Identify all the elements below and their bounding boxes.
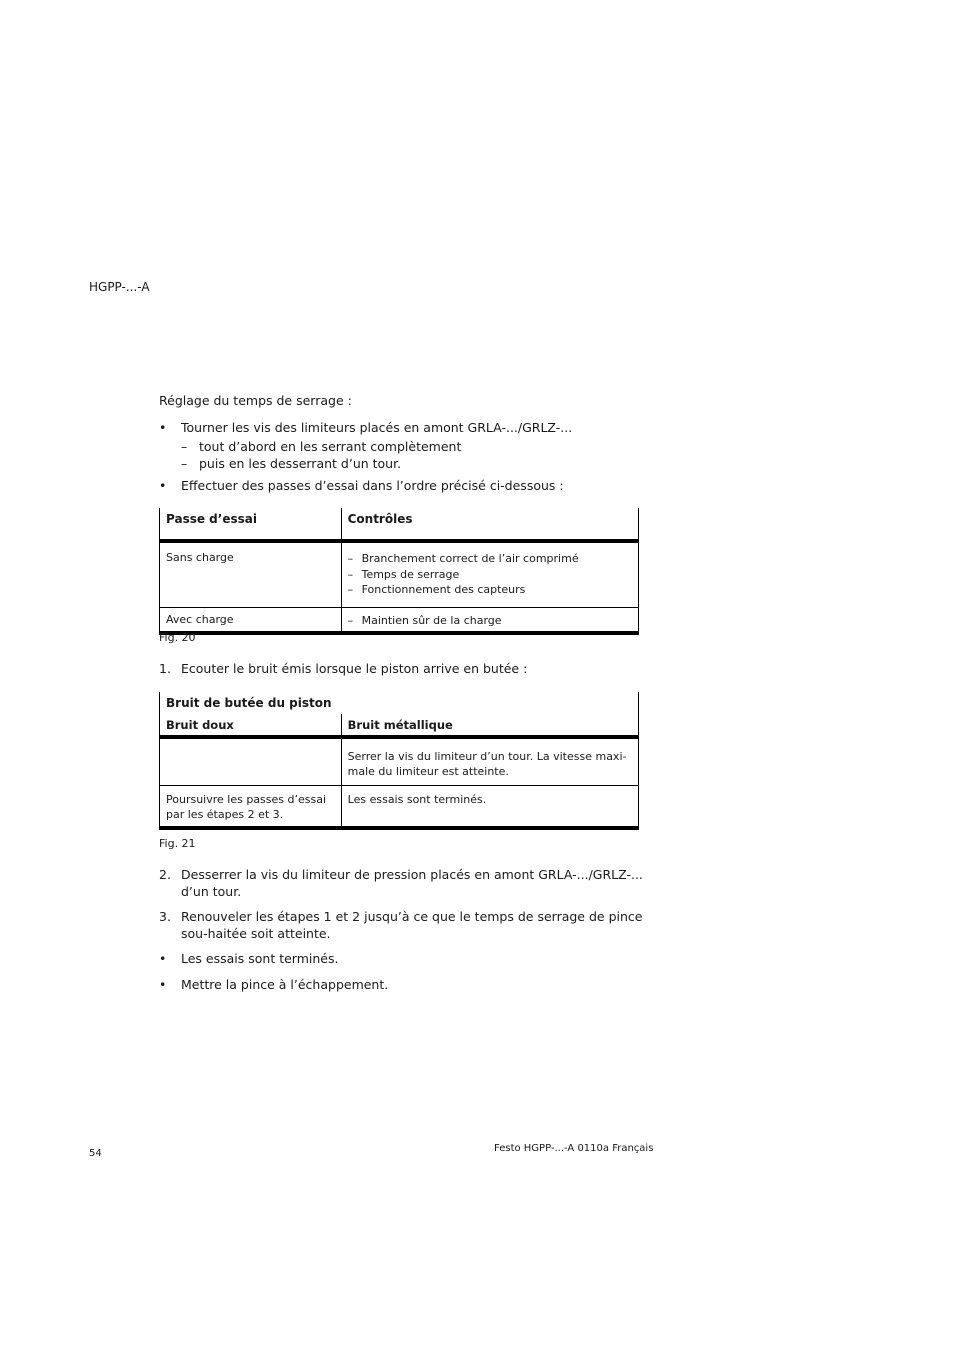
piston-noise-table	[159, 692, 639, 830]
step-number: 3.	[159, 909, 171, 924]
bullet-text: Mettre la pince à l’échappement.	[181, 977, 389, 992]
document-footer: Festo HGPP-...-A 0110a Français	[494, 1143, 654, 1154]
table-row	[160, 541, 639, 608]
table-cell	[341, 608, 638, 634]
table-cell	[341, 541, 638, 608]
table-row	[160, 737, 639, 786]
step-text: Desserrer la vis du limiteur de pression placés en amont GRLA-.../GRLZ-... d’un tour.	[181, 867, 643, 899]
step-number: 1.	[159, 661, 171, 676]
table-title: Bruit de butée du piston	[160, 692, 639, 714]
page-number: 54	[89, 1148, 102, 1159]
section-intro: Réglage du temps de serrage :	[159, 393, 352, 408]
table-cell: Poursuivre les passes d’essai par les étapes 2 et 3.	[160, 786, 342, 829]
dash-mark: –	[181, 439, 188, 454]
bullet-text: Les essais sont terminés.	[181, 951, 339, 966]
table-cell	[160, 737, 342, 786]
sub-item-text: tout d’abord en les serrant complètement	[199, 439, 462, 454]
test-pass-table	[159, 508, 639, 635]
check-item: – Maintien sûr de la charge	[348, 613, 632, 629]
column-header-test-pass: Passe d’essai	[160, 508, 342, 541]
bullet-mark: •	[159, 478, 167, 493]
table-cell: Serrer la vis du limiteur d’un tour. La vitesse maxi-male du limiteur est atteinte.	[341, 737, 638, 786]
column-header-soft-noise: Bruit doux	[160, 714, 342, 737]
figure-caption: Fig. 21	[159, 837, 196, 850]
figure-caption: Fig. 20	[159, 631, 196, 644]
bullet-mark: •	[159, 951, 167, 966]
step-number: 2.	[159, 867, 171, 882]
table-cell: Les essais sont terminés.	[341, 786, 638, 829]
step-text: Ecouter le bruit émis lorsque le piston arrive en butée :	[181, 661, 528, 676]
dash-mark: –	[181, 456, 188, 471]
check-item: – Temps de serrage	[348, 567, 632, 583]
table-cell: Sans charge	[160, 541, 342, 608]
check-item: – Fonctionnement des capteurs	[348, 582, 632, 598]
table-cell: Avec charge	[160, 608, 342, 634]
table-row	[160, 786, 639, 829]
check-item: – Branchement correct de l’air comprimé	[348, 551, 632, 567]
bullet-text: Tourner les vis des limiteurs placés en amont GRLA-.../GRLZ-...	[181, 420, 573, 435]
bullet-text: Effectuer des passes d’essai dans l’ordre précisé ci-dessous :	[181, 478, 564, 493]
bullet-mark: •	[159, 420, 167, 435]
document-header: HGPP-...-A	[89, 280, 150, 294]
sub-item-text: puis en les desserrant d’un tour.	[199, 456, 402, 471]
column-header-metallic-noise: Bruit métallique	[341, 714, 638, 737]
bullet-mark: •	[159, 977, 167, 992]
table-row	[160, 608, 639, 634]
column-header-checks: Contrôles	[341, 508, 638, 541]
step-text: Renouveler les étapes 1 et 2 jusqu’à ce que le temps de serrage de pince sou-haitée soit atteinte.	[181, 909, 643, 941]
